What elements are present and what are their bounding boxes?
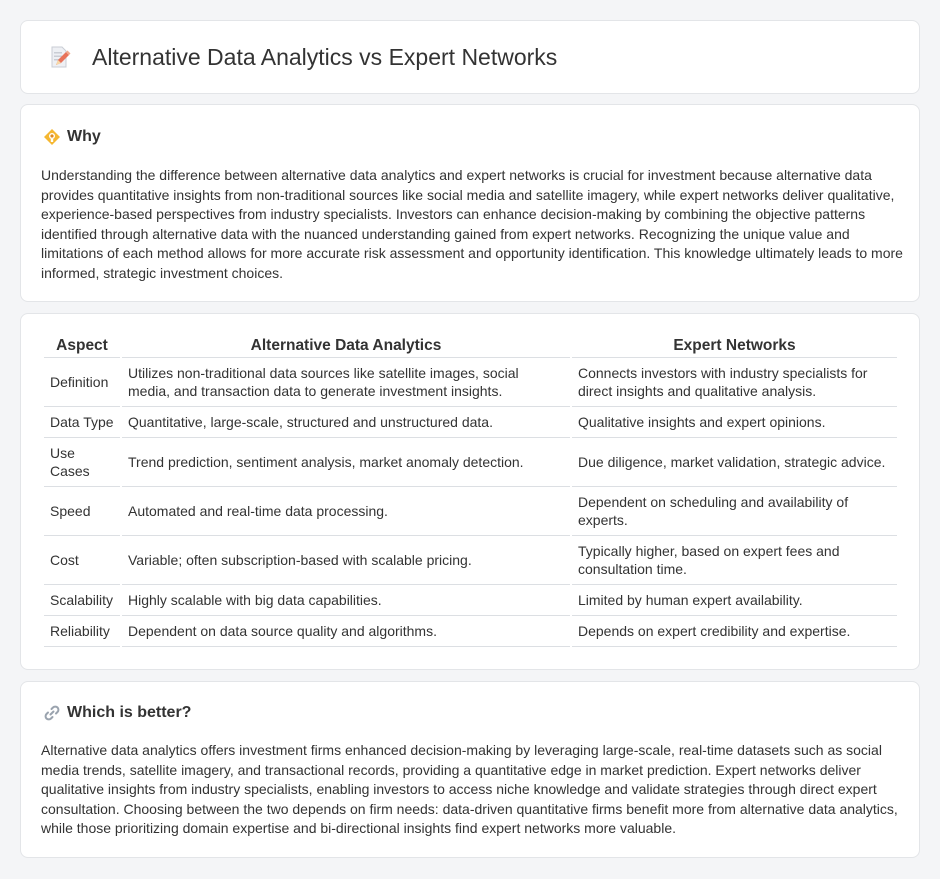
comparison-card xyxy=(20,313,920,670)
table-header-row xyxy=(44,335,897,358)
aspect-cell: Use Cases xyxy=(44,438,120,487)
table-row xyxy=(44,585,897,616)
expert-cell: Dependent on scheduling and availability of experts. xyxy=(572,487,897,536)
aspect-cell: Reliability xyxy=(44,616,120,647)
alt-cell: Automated and real-time data processing. xyxy=(122,487,570,536)
aspect-cell: Cost xyxy=(44,536,120,585)
expert-cell: Limited by human expert availability. xyxy=(572,585,897,616)
aspect-cell: Data Type xyxy=(44,407,120,438)
expert-cell: Qualitative insights and expert opinions. xyxy=(572,407,897,438)
page-title: Alternative Data Analytics vs Expert Networks xyxy=(92,43,558,70)
expert-cell: Connects investors with industry specialists for direct insights and qualitative analysis. xyxy=(572,358,897,407)
better-heading: Which is better? xyxy=(67,704,192,721)
expert-cell: Depends on expert credibility and expertise. xyxy=(572,616,897,647)
lightbulb-icon xyxy=(43,128,61,146)
why-heading-row xyxy=(43,128,101,146)
header-alternative-data: Alternative Data Analytics xyxy=(122,335,570,358)
title-row xyxy=(21,21,919,93)
alt-cell: Utilizes non-traditional data sources like satellite images, social media, and transaction data to generate investment insights. xyxy=(122,358,570,407)
header-aspect: Aspect xyxy=(44,335,120,358)
which-is-better-card xyxy=(20,681,920,858)
why-paragraph: Understanding the difference between alternative data analytics and expert networks is crucial for investment because alternative data provides quantitative insights from non-traditional sources like social media and satellite imagery, while expert networks deliver qualitative, experience-based perspectives from industry specialists. Investors can enhance decision-making by combining the objective patterns identified through alternative data with the nuanced understanding gained from expert networks. Recognizing the unique value and limitations of each method allows for more accurate risk assessment and opportunity identification. This knowledge ultimately leads to more informed, strategic investment choices. xyxy=(41,167,903,281)
table-row xyxy=(44,536,897,585)
alt-cell: Quantitative, large-scale, structured and unstructured data. xyxy=(122,407,570,438)
expert-cell: Due diligence, market validation, strategic advice. xyxy=(572,438,897,487)
alt-cell: Trend prediction, sentiment analysis, market anomaly detection. xyxy=(122,438,570,487)
table-row xyxy=(44,438,897,487)
title-card xyxy=(20,20,920,94)
better-heading-row xyxy=(43,704,191,722)
alt-cell: Dependent on data source quality and algorithms. xyxy=(122,616,570,647)
why-heading: Why xyxy=(67,128,101,145)
table-row xyxy=(44,616,897,647)
expert-cell: Typically higher, based on expert fees and consultation time. xyxy=(572,536,897,585)
table-row xyxy=(44,407,897,438)
aspect-cell: Definition xyxy=(44,358,120,407)
table-row xyxy=(44,358,897,407)
aspect-cell: Scalability xyxy=(44,585,120,616)
aspect-cell: Speed xyxy=(44,487,120,536)
alt-cell: Highly scalable with big data capabilities. xyxy=(122,585,570,616)
comparison-table xyxy=(42,335,899,647)
document-pencil-icon xyxy=(47,45,71,69)
link-icon xyxy=(43,704,61,722)
why-card xyxy=(20,104,920,302)
table-row xyxy=(44,487,897,536)
alt-cell: Variable; often subscription-based with scalable pricing. xyxy=(122,536,570,585)
header-expert-networks: Expert Networks xyxy=(572,335,897,358)
better-paragraph: Alternative data analytics offers investment firms enhanced decision-making by leveraging large-scale, real-time datasets such as social media trends, satellite imagery, and transactional records, providing a quantitative edge in market prediction. Expert networks deliver qualitative insights from industry specialists, enabling investors to access niche knowledge and validate strategies through direct expert consultation. Choosing between the two depends on firm needs: data-driven quantitative firms benefit more from alternative data analytics, while those prioritizing domain expertise and bi-directional insights find expert networks more valuable. xyxy=(41,742,898,836)
